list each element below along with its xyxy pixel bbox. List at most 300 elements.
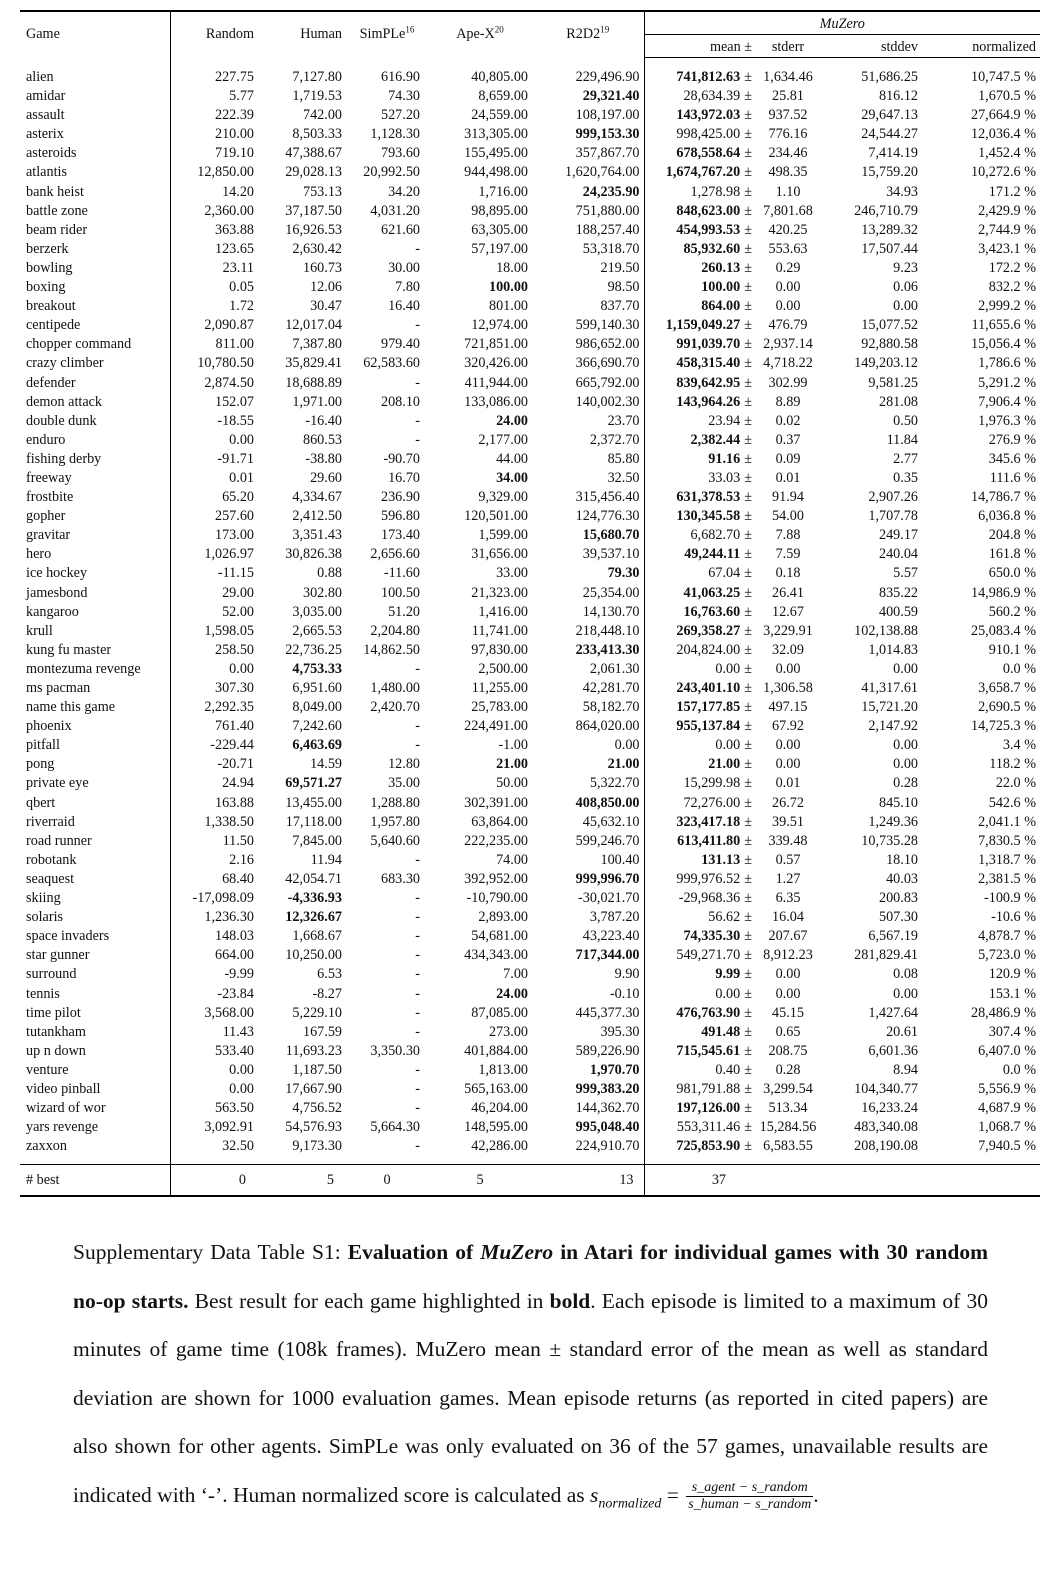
cell-game: skiing — [20, 889, 170, 908]
cell-simple: - — [415, 718, 420, 735]
cell-simple: -11.60 — [383, 565, 420, 582]
cell-muzero-stderr: 0.00 — [775, 756, 801, 773]
cell-game: berzerk — [20, 240, 170, 259]
cell-r2d2: 98.50 — [532, 278, 644, 297]
cell-muzero-stddev: 281,829.41 — [854, 947, 918, 964]
cell-human: 29.60 — [310, 469, 342, 486]
table-body — [20, 58, 1040, 1165]
cell-random: -20.71 — [217, 756, 254, 773]
cell-simple: - — [415, 240, 420, 257]
cell-muzero-stddev: 41,317.61 — [861, 680, 918, 696]
cell-simple: 527.20 — [380, 107, 420, 124]
cell-muzero-mean: 476,763.90 ± — [676, 1004, 752, 1021]
cell-random: 227.75 — [214, 68, 254, 85]
cell-human: 753.13 — [302, 183, 342, 200]
table-row — [20, 412, 1040, 431]
cell-random: 14.20 — [222, 183, 254, 200]
cell-random: 0.05 — [229, 279, 254, 296]
cell-muzero-mean: 458,315.40 ± — [676, 355, 752, 372]
cell-muzero-stddev: 7,414.19 — [868, 145, 918, 162]
cell-human: 7,387.80 — [292, 336, 342, 353]
cell-muzero-stderr: 0.01 — [775, 469, 801, 486]
plus-minus-sign: ± — [744, 1080, 752, 1097]
cell-muzero-mean: 678,558.64 ± — [676, 145, 752, 162]
table-row — [20, 106, 1040, 125]
cell-muzero-normalized: 560.2 % — [988, 603, 1037, 620]
cell-muzero-normalized: 118.2 % — [989, 756, 1037, 773]
cell-human: 16,926.53 — [285, 221, 342, 238]
cell-human: 0.88 — [317, 565, 342, 582]
cell-muzero-stddev: 34.93 — [886, 183, 918, 200]
cell-muzero-stderr: 0.01 — [775, 775, 801, 792]
cell-apex: 11,255.00 — [471, 680, 528, 696]
plus-minus-sign: ± — [744, 69, 752, 85]
cell-muzero-stderr: 16.04 — [772, 909, 804, 926]
cell-apex: 11,741.00 — [471, 622, 528, 639]
cell-human: 8,049.00 — [292, 699, 342, 716]
plus-minus-sign: ± — [744, 546, 752, 563]
cell-simple: 208.10 — [380, 393, 420, 410]
cell-muzero-stderr: 0.65 — [775, 1023, 801, 1040]
cell-muzero-stderr: 0.00 — [775, 985, 801, 1002]
cell-muzero-normalized: 1,068.7 % — [978, 1119, 1037, 1136]
cell-muzero-stderr: 0.57 — [775, 851, 801, 868]
cell-simple: 35.00 — [388, 775, 420, 792]
cell-muzero-stderr: 208.75 — [768, 1042, 808, 1059]
cell-random: 2,360.00 — [204, 202, 254, 219]
cell-human: 2,665.53 — [292, 622, 342, 639]
cell-r2d2: 864,020.00 — [532, 717, 644, 736]
cell-game: wizard of wor — [20, 1099, 170, 1118]
cell-game: defender — [20, 374, 170, 393]
plus-minus-sign: ± — [744, 298, 752, 315]
cell-simple: - — [415, 374, 420, 391]
cell-muzero-stddev: 15,759.20 — [861, 164, 918, 181]
cell-muzero-stderr: 513.34 — [768, 1100, 808, 1117]
cell-apex: 2,893.00 — [478, 909, 528, 926]
cell-human: 5,229.10 — [292, 1004, 342, 1021]
cell-r2d2: 15,680.70 — [532, 526, 644, 545]
table-header — [20, 11, 1040, 58]
cell-human: 37,187.50 — [285, 202, 342, 219]
cell-muzero-stddev: 281.08 — [878, 393, 918, 410]
header-r2d2: $R2D2^{19}$ — [532, 11, 644, 58]
cell-game: space invaders — [20, 927, 170, 946]
cell-apex: 98,895.00 — [471, 202, 528, 219]
cell-r2d2: 986,652.00 — [532, 335, 644, 354]
plus-minus-sign: ± — [744, 431, 752, 448]
plus-minus-sign: ± — [744, 164, 752, 181]
plus-minus-sign: ± — [744, 909, 752, 926]
table-row — [20, 584, 1040, 603]
cell-apex: 9,329.00 — [478, 489, 528, 506]
table-row — [20, 622, 1040, 641]
cell-muzero-normalized: 2,429.9 % — [978, 202, 1037, 219]
cell-apex: 87,085.00 — [471, 1004, 528, 1021]
plus-minus-sign: ± — [744, 527, 752, 544]
cell-random: 3,092.91 — [204, 1119, 254, 1136]
cell-muzero-stddev: 102,138.88 — [854, 622, 918, 639]
cell-muzero-stderr: 12.67 — [772, 603, 804, 620]
plus-minus-sign: ± — [744, 1023, 752, 1040]
cell-muzero-stderr: 15,284.56 — [759, 1119, 817, 1136]
cell-muzero-stddev: 835.22 — [878, 584, 918, 601]
table-row — [20, 679, 1040, 698]
cell-game: pong — [20, 755, 170, 774]
cell-random: 222.39 — [214, 107, 254, 124]
cell-r2d2: 100.40 — [532, 851, 644, 870]
cell-muzero-stderr: 234.46 — [768, 145, 808, 162]
cell-apex: 434,343.00 — [464, 947, 528, 964]
plus-minus-sign: ± — [744, 813, 752, 830]
cell-simple: 5,664.30 — [370, 1119, 420, 1136]
table-row — [20, 1042, 1040, 1061]
cell-muzero-normalized: 1,670.5 % — [978, 88, 1037, 105]
cell-muzero-mean: 2,382.44 ± — [690, 431, 752, 448]
cell-muzero-stddev: 20.61 — [886, 1023, 918, 1040]
cell-muzero-normalized: 120.9 % — [988, 966, 1037, 983]
header-stddev: stddev — [822, 35, 922, 58]
plus-minus-sign: ± — [744, 1119, 752, 1136]
cell-random: 257.60 — [214, 508, 254, 525]
cell-muzero-normalized: 2,999.2 % — [978, 298, 1037, 315]
table-row — [20, 221, 1040, 240]
cell-random: 152.07 — [214, 393, 254, 410]
cell-muzero-stderr: 91.94 — [772, 489, 804, 506]
cell-muzero-mean: 1,674,767.20 ± — [665, 164, 752, 181]
cell-apex: 224,491.00 — [464, 718, 528, 735]
cell-muzero-stddev: 1,707.78 — [868, 508, 918, 525]
cell-random: 1,598.05 — [204, 622, 254, 639]
cell-muzero-stddev: 24,544.27 — [861, 126, 918, 143]
cell-muzero-stderr: 776.16 — [768, 126, 808, 143]
cell-r2d2: 445,377.30 — [532, 1004, 644, 1023]
cell-apex: 320,426.00 — [464, 355, 528, 372]
table-row — [20, 335, 1040, 354]
cell-muzero-normalized: 650.0 % — [988, 565, 1037, 582]
cell-muzero-stddev: 0.06 — [893, 279, 918, 296]
cell-muzero-mean: 85,932.60 ± — [683, 240, 752, 257]
cell-human: 17,667.90 — [285, 1080, 342, 1097]
cell-muzero-mean: 1,278.98 ± — [690, 183, 752, 200]
cell-apex: 42,286.00 — [471, 1138, 528, 1155]
caption-text-1: Best result for each game highlighted in — [194, 1288, 544, 1313]
cell-human: -8.27 — [312, 985, 342, 1002]
cell-muzero-mean: 848,623.00 ± — [676, 202, 752, 219]
cell-muzero-stddev: 13,289.32 — [861, 221, 918, 238]
cell-muzero-stddev: 0.00 — [893, 298, 918, 315]
cell-muzero-mean: 243,401.10 ± — [676, 680, 752, 696]
cell-muzero-normalized: 204.8 % — [988, 527, 1037, 544]
cell-game: kangaroo — [20, 603, 170, 622]
header-stderr: stderr — [754, 35, 822, 58]
cell-muzero-stddev: 0.00 — [893, 737, 918, 754]
cell-simple: - — [415, 851, 420, 868]
cell-random: -23.84 — [217, 985, 254, 1002]
cell-muzero-mean: 864.00 ± — [701, 298, 752, 315]
cell-random: 258.50 — [214, 641, 254, 658]
cell-muzero-stderr: 937.52 — [768, 107, 808, 124]
cell-muzero-stderr: 0.00 — [775, 737, 801, 754]
cell-human: 6.53 — [317, 966, 342, 983]
results-table — [20, 10, 1040, 1197]
cell-muzero-mean: 33.03 ± — [708, 469, 752, 486]
cell-simple: - — [415, 1004, 420, 1021]
table-row — [20, 698, 1040, 717]
cell-muzero-normalized: 276.9 % — [988, 431, 1037, 448]
table-row — [20, 393, 1040, 412]
cell-game: double dunk — [20, 412, 170, 431]
cell-simple: 7.80 — [395, 279, 420, 296]
cell-muzero-stderr: 420.25 — [768, 221, 808, 238]
cell-game: crazy climber — [20, 354, 170, 373]
cell-apex: 411,944.00 — [464, 374, 528, 391]
plus-minus-sign: ± — [744, 317, 752, 334]
cell-muzero-stderr: 1,306.58 — [763, 680, 813, 696]
table-row — [20, 736, 1040, 755]
cell-human: 12,017.04 — [285, 317, 342, 334]
cell-human: 29,028.13 — [285, 164, 342, 181]
cell-muzero-stddev: 15,077.52 — [861, 317, 918, 334]
cell-muzero-normalized: 2,690.5 % — [978, 699, 1037, 716]
cell-apex: 401,884.00 — [464, 1042, 528, 1059]
cell-human: 3,035.00 — [292, 603, 342, 620]
cell-random: 2,090.87 — [204, 317, 254, 334]
cell-random: -229.44 — [210, 737, 254, 754]
cell-r2d2: 224,910.70 — [532, 1137, 644, 1165]
table-row — [20, 431, 1040, 450]
cell-muzero-normalized: 1,976.3 % — [978, 412, 1037, 429]
cell-muzero-mean: 0.00 ± — [715, 985, 752, 1002]
table-row — [20, 832, 1040, 851]
cell-muzero-mean: 991,039.70 ± — [676, 336, 752, 353]
cell-r2d2: 23.70 — [532, 412, 644, 431]
cell-muzero-stderr: 498.35 — [768, 164, 808, 181]
cell-human: 30.47 — [310, 298, 342, 315]
cell-game: pitfall — [20, 736, 170, 755]
table-caption: Supplementary Data Table S1: Evaluation of MuZero in Atari for individual games with 30 random no-op starts. Best result for each game highlighted in bold. Each episode is limited to a maximum of 30 minutes of game time (108k frames). MuZero mean ± standard error of the mean as well as standard deviation are shown for 1000 evaluation games. Mean episode returns (as reported in cited papers) are also shown for other agents. SimPLe was only evaluated on 36 of the 57 games, unavailable results are indicated with ‘-’. Human normalized score is calculated as $s_{normalized}$ = $\frac{\text{s\_agent − s\_random}}{\text{s\_human − s\_random}}$ . — [73, 1240, 989, 1513]
cell-r2d2: 366,690.70 — [532, 354, 644, 373]
cell-simple: 14,862.50 — [363, 641, 420, 658]
cell-human: 7,845.00 — [292, 832, 342, 849]
cell-muzero-stderr: 8.89 — [775, 393, 801, 410]
cell-simple: 20,992.50 — [363, 164, 420, 181]
cell-muzero-mean: 0.40 ± — [715, 1061, 752, 1078]
footer-label: # best — [20, 1165, 170, 1197]
cell-apex: 313,305.00 — [464, 126, 528, 143]
cell-human: 13,455.00 — [285, 794, 342, 811]
cell-human: 1,187.50 — [292, 1061, 342, 1078]
cell-muzero-normalized: 7,830.5 % — [978, 832, 1037, 849]
cell-muzero-normalized: 345.6 % — [988, 450, 1037, 467]
table-row — [20, 717, 1040, 736]
cell-game: video pinball — [20, 1080, 170, 1099]
cell-muzero-stddev: 8.94 — [893, 1061, 918, 1078]
cell-apex: 392,952.00 — [464, 870, 528, 887]
cell-apex: 63,864.00 — [471, 813, 528, 830]
cell-r2d2: -0.10 — [532, 985, 644, 1004]
cell-r2d2: 140,002.30 — [532, 393, 644, 412]
cell-random: 11.43 — [222, 1023, 254, 1040]
cell-r2d2: 233,413.30 — [532, 641, 644, 660]
header-random: Random — [205, 26, 254, 43]
cell-muzero-stderr: 32.09 — [772, 641, 804, 658]
cell-human: 4,334.67 — [292, 489, 342, 506]
cell-game: ice hockey — [20, 564, 170, 583]
cell-muzero-normalized: 171.2 % — [988, 183, 1037, 200]
cell-muzero-normalized: 4,878.7 % — [978, 928, 1037, 945]
cell-muzero-mean: 981,791.88 ± — [676, 1080, 752, 1097]
cell-simple: - — [415, 928, 420, 945]
cell-simple: 236.90 — [380, 489, 420, 506]
cell-random: 563.50 — [214, 1100, 254, 1117]
cell-apex: 7.00 — [503, 966, 528, 983]
cell-simple: 5,640.60 — [370, 832, 420, 849]
cell-muzero-stddev: 17,507.44 — [861, 240, 918, 257]
cell-game: kung fu master — [20, 641, 170, 660]
cell-apex: 1,599.00 — [478, 527, 528, 544]
cell-muzero-stddev: 0.08 — [893, 966, 918, 983]
cell-muzero-mean: -29,968.36 ± — [678, 890, 752, 907]
cell-muzero-mean: 613,411.80 ± — [677, 832, 752, 849]
cell-muzero-normalized: 832.2 % — [988, 279, 1037, 296]
cell-muzero-stderr: 6,583.55 — [763, 1138, 813, 1155]
cell-muzero-stddev: 2,907.26 — [868, 489, 918, 506]
plus-minus-sign: ± — [744, 240, 752, 257]
cell-human: -4,336.93 — [287, 890, 342, 907]
cell-muzero-normalized: 6,407.0 % — [978, 1042, 1037, 1059]
cell-random: 23.11 — [222, 259, 254, 276]
table-row — [20, 183, 1040, 202]
header-normalized: normalized — [922, 35, 1040, 58]
cell-muzero-mean: 204,824.00 ± — [676, 641, 752, 658]
cell-human: 3,351.43 — [292, 527, 342, 544]
cell-muzero-stddev: 1,249.36 — [868, 813, 918, 830]
cell-apex: 100.00 — [488, 279, 528, 296]
cell-human: 47,388.67 — [285, 145, 342, 162]
cell-r2d2: 717,344.00 — [532, 946, 644, 965]
cell-random: -18.55 — [217, 412, 254, 429]
cell-muzero-normalized: 27,664.9 % — [970, 107, 1037, 124]
cell-muzero-stddev: 0.50 — [893, 412, 918, 429]
cell-simple: 100.50 — [380, 584, 420, 601]
cell-muzero-normalized: 6,036.8 % — [978, 508, 1037, 525]
cell-muzero-stderr: 7.88 — [775, 527, 801, 544]
plus-minus-sign: ± — [744, 355, 752, 372]
cell-muzero-mean: 741,812.63 ± — [676, 69, 752, 85]
cell-muzero-stddev: 149,203.12 — [854, 355, 918, 372]
cell-human: 860.53 — [302, 431, 342, 448]
cell-human: 35,829.41 — [285, 355, 342, 372]
cell-muzero-normalized: 3.4 % — [1002, 737, 1037, 754]
cell-muzero-normalized: 153.1 % — [988, 985, 1037, 1002]
cell-random: 0.00 — [229, 431, 254, 448]
table-row — [20, 469, 1040, 488]
cell-r2d2: 79.30 — [532, 564, 644, 583]
cell-apex: 63,305.00 — [471, 221, 528, 238]
cell-r2d2: 188,257.40 — [532, 221, 644, 240]
cell-muzero-normalized: 10,747.5 % — [970, 69, 1037, 85]
plus-minus-sign: ± — [744, 183, 752, 200]
header-mean: mean ± — [644, 35, 754, 58]
cell-muzero-mean: 15,299.98 ± — [683, 775, 752, 792]
cell-r2d2: 25,354.00 — [532, 584, 644, 603]
cell-muzero-mean: 999,976.52 ± — [676, 870, 752, 887]
cell-muzero-mean: 998,425.00 ± — [676, 126, 752, 143]
cell-r2d2: 39,537.10 — [532, 545, 644, 564]
cell-random: 32.50 — [222, 1138, 254, 1155]
cell-game: time pilot — [20, 1004, 170, 1023]
cell-simple: -90.70 — [383, 450, 420, 467]
cell-simple: 16.40 — [388, 298, 420, 315]
cell-game: demon attack — [20, 393, 170, 412]
cell-human: 11.94 — [310, 851, 342, 868]
cell-random: 52.00 — [222, 603, 254, 620]
cell-muzero-normalized: 1,786.6 % — [978, 355, 1037, 372]
cell-muzero-mean: 157,177.85 ± — [676, 699, 752, 716]
cell-human: 167.59 — [302, 1023, 342, 1040]
cell-r2d2: 2,372.70 — [532, 431, 644, 450]
plus-minus-sign: ± — [744, 221, 752, 238]
cell-game: yars revenge — [20, 1118, 170, 1137]
cell-simple: 596.80 — [380, 508, 420, 525]
cell-simple: 30.00 — [388, 259, 420, 276]
cell-simple: - — [415, 947, 420, 964]
cell-muzero-stderr: 0.37 — [775, 431, 801, 448]
cell-r2d2: 219.50 — [532, 259, 644, 278]
plus-minus-sign: ± — [744, 832, 752, 849]
plus-minus-sign: ± — [744, 737, 752, 754]
cell-apex: 24.00 — [496, 412, 528, 429]
cell-game: assault — [20, 106, 170, 125]
table-row — [20, 202, 1040, 221]
table-row — [20, 488, 1040, 507]
cell-r2d2: 42,281.70 — [532, 679, 644, 698]
cell-random: 664.00 — [214, 947, 254, 964]
table-row — [20, 851, 1040, 870]
cell-muzero-stderr: 0.00 — [775, 279, 801, 296]
cell-muzero-normalized: 1,452.4 % — [978, 145, 1037, 162]
cell-r2d2: 45,632.10 — [532, 813, 644, 832]
table-row — [20, 889, 1040, 908]
cell-muzero-stddev: 1,427.64 — [868, 1004, 918, 1021]
cell-human: 2,630.42 — [292, 240, 342, 257]
cell-human: 1,719.53 — [292, 88, 342, 105]
cell-muzero-mean: 260.13 ± — [701, 259, 752, 276]
cell-simple: - — [415, 890, 420, 907]
cell-muzero-normalized: 10,272.6 % — [970, 164, 1037, 181]
caption-title: Evaluation of MuZero in Atari for individual games with 30 random no-op starts. — [73, 1240, 989, 1313]
cell-apex: 25,783.00 — [471, 699, 528, 716]
cell-r2d2: 144,362.70 — [532, 1099, 644, 1118]
cell-random: 307.30 — [214, 680, 254, 696]
header-muzero-group: MuZero — [644, 11, 1040, 35]
cell-apex: 97,830.00 — [471, 641, 528, 658]
cell-muzero-stddev: 92,880.58 — [861, 336, 918, 353]
cell-random: -11.15 — [217, 565, 254, 582]
cell-game: solaris — [20, 908, 170, 927]
cell-muzero-normalized: 161.8 % — [988, 546, 1037, 563]
cell-apex: 44.00 — [496, 450, 528, 467]
cell-r2d2: 29,321.40 — [532, 87, 644, 106]
cell-r2d2: 315,456.40 — [532, 488, 644, 507]
cell-muzero-normalized: 111.6 % — [989, 469, 1037, 486]
cell-muzero-stddev: 0.00 — [893, 756, 918, 773]
cell-game: tutankham — [20, 1023, 170, 1042]
cell-muzero-stderr: 7,801.68 — [763, 202, 813, 219]
cell-simple: - — [415, 1061, 420, 1078]
cell-muzero-mean: 23.94 ± — [708, 412, 752, 429]
